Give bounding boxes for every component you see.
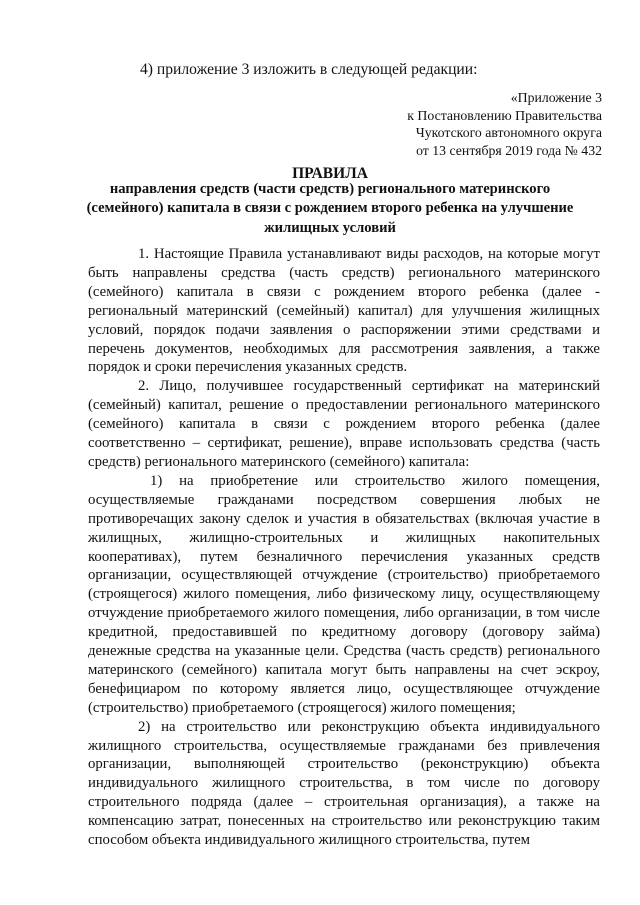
- appendix-line-3: Чукотского автономного округа: [415, 125, 602, 140]
- paragraph-3: 1) на приобретение или строительство жилого помещения, осуществляемые гражданами посредством совершения любых не противоречащих закону сделок и участия в обязательствах (включая участие в жилищных, жилищно-строительных и жилищных накопительных кооперативах), путем безналичного перечисления указанных средств организации, осуществляющей отчуждение (строительство) приобретаемого (строящегося) жилого помещения, либо физическому лицу, осуществляющему отчуждение приобретаемого жилого помещения, либо организации, в том числе кредитной, предоставившей по кредитному договору (договору займа) денежные средства на указанные цели. Средства (часть средств) регионального материнского (семейного) капитала могут быть направлены на счет эскроу, бенефициаром по которому является лицо, осуществляющее отчуждение (строительство) приобретаемого (строящегося) жилого помещения;: [88, 472, 600, 716]
- paragraph-1: 1. Настоящие Правила устанавливают виды расходов, на которые могут быть направлены средства (часть средств) регионального материнского (семейного) капитала в связи с рождением второго ребенка (далее - региональный материнский (семейный) капитал) для улучшения жилищных условий, порядок подачи заявления о распоряжении этими средствами и перечень документов, необходимых для рассмотрения заявления, а также порядок и сроки перечисления указанных средств.: [88, 246, 600, 376]
- document-body: [88, 245, 600, 850]
- appendix-line-1: «Приложение 3: [510, 90, 602, 105]
- appendix-line-2: к Постановлению Правительства: [407, 107, 602, 123]
- subtitle-line-3: жилищных условий: [264, 219, 396, 236]
- subtitle-line-2: (семейного) капитала в связи с рождением второго ребенка на улучшение: [86, 200, 574, 217]
- appendix-line-4: от 13 сентября 2019 года № 432: [416, 142, 602, 158]
- document-subtitle: [60, 180, 600, 238]
- appendix-header: [330, 89, 602, 159]
- paragraph-4: 2) на строительство или реконструкцию объекта индивидуального жилищного строительства, осуществляемые гражданами без привлечения организации, выполняющей строительство (реконструкцию) объекта индивидуального жилищного строительства, в том числе по договору строительного подряда (далее – строительная организация), а также на компенсацию затрат, понесенных на строительство или реконструкцию таким способом объекта индивидуального жилищного строительства, путем: [88, 718, 600, 849]
- title-text: ПРАВИЛА: [292, 165, 368, 182]
- intro-line: 4) приложение 3 изложить в следующей редакции:: [140, 61, 478, 78]
- paragraph-2: 2. Лицо, получившее государственный сертификат на материнский (семейный) капитал, решение о предоставлении регионального материнского (семейного) капитала в связи с рождением второго ребенка (далее соответственно – сертификат, решение), вправе использовать средства (часть средств) регионального материнского (семейного) капитала:: [88, 378, 600, 470]
- subtitle-line-1: направления средств (части средств) регионального материнского: [109, 181, 551, 197]
